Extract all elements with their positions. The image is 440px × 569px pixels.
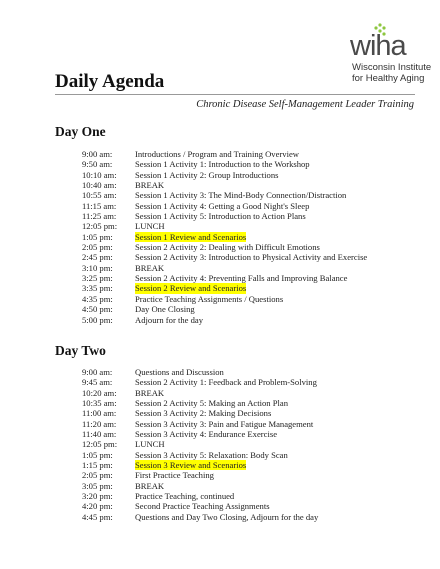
agenda-time bbox=[0, 491, 118, 501]
agenda-time-text: 2:05 pm: bbox=[82, 242, 113, 253]
agenda-row bbox=[0, 263, 440, 273]
agenda-time-text: 4:50 pm: bbox=[82, 304, 113, 315]
agenda-time-text: 11:00 am: bbox=[82, 408, 117, 419]
agenda-activity: BREAK bbox=[135, 387, 165, 398]
agenda-row bbox=[0, 315, 440, 325]
agenda-time bbox=[0, 211, 118, 221]
wiha-logo bbox=[350, 22, 430, 84]
agenda-activity: Session 2 Activity 4: Preventing Falls and Improving Balance bbox=[135, 273, 348, 284]
agenda-activity: Session 1 Activity 2: Group Introductions bbox=[135, 169, 279, 180]
agenda-time bbox=[0, 481, 118, 491]
agenda-time-text: 10:10 am: bbox=[82, 169, 117, 180]
agenda-activity: Session 3 Activity 2: Making Decisions bbox=[135, 408, 272, 419]
agenda-activity: Session 1 Activity 1: Introduction to the Workshop bbox=[135, 159, 310, 170]
agenda-time-text: 11:25 am: bbox=[82, 211, 117, 222]
agenda-row bbox=[0, 388, 440, 398]
agenda-time bbox=[0, 460, 118, 470]
agenda-row bbox=[0, 242, 440, 252]
agenda-row bbox=[0, 491, 440, 501]
agenda-time bbox=[0, 170, 118, 180]
agenda-time-text: 11:40 am: bbox=[82, 429, 117, 440]
agenda-activity: Practice Teaching, continued bbox=[135, 491, 235, 502]
agenda-time-text: 2:45 pm: bbox=[82, 252, 113, 263]
agenda-row bbox=[0, 211, 440, 221]
agenda-row bbox=[0, 460, 440, 470]
agenda-activity: Questions and Day Two Closing, Adjourn for the day bbox=[135, 511, 319, 522]
agenda-time-text: 10:55 am: bbox=[82, 190, 117, 201]
agenda-time bbox=[0, 512, 118, 522]
agenda-row bbox=[0, 377, 440, 387]
agenda-activity: BREAK bbox=[135, 262, 165, 273]
agenda-row bbox=[0, 190, 440, 200]
agenda-time bbox=[0, 201, 118, 211]
agenda-row bbox=[0, 419, 440, 429]
agenda-time bbox=[0, 439, 118, 449]
agenda-time-text: 4:35 pm: bbox=[82, 293, 113, 304]
agenda-row bbox=[0, 273, 440, 283]
agenda-row bbox=[0, 470, 440, 480]
agenda-time bbox=[0, 190, 118, 200]
agenda-time-text: 3:25 pm: bbox=[82, 273, 113, 284]
page-subtitle: Chronic Disease Self-Management Leader Training bbox=[196, 99, 414, 110]
agenda-row bbox=[0, 283, 440, 293]
agenda-time bbox=[0, 242, 118, 252]
agenda-time bbox=[0, 377, 118, 387]
agenda-activity: Session 2 Activity 2: Dealing with Difficult Emotions bbox=[135, 242, 320, 253]
agenda-time-text: 5:00 pm: bbox=[82, 314, 113, 325]
agenda-time bbox=[0, 419, 118, 429]
day-two-heading: Day Two bbox=[55, 343, 106, 358]
agenda-activity: Session 2 Activity 5: Making an Action Plan bbox=[135, 398, 289, 409]
agenda-time bbox=[0, 232, 118, 242]
agenda-time-text: 10:40 am: bbox=[82, 180, 117, 191]
agenda-time bbox=[0, 367, 118, 377]
day-one-heading: Day One bbox=[55, 124, 106, 139]
logo-line-1: Wisconsin Institute bbox=[352, 62, 432, 73]
agenda-time bbox=[0, 408, 118, 418]
title-divider bbox=[55, 94, 415, 95]
agenda-row bbox=[0, 512, 440, 522]
agenda-activity: LUNCH bbox=[135, 221, 165, 232]
agenda-row bbox=[0, 170, 440, 180]
agenda-time-text: 1:05 pm: bbox=[82, 449, 113, 460]
agenda-activity: Second Practice Teaching Assignments bbox=[135, 501, 270, 512]
agenda-time-text: 1:15 pm: bbox=[82, 460, 113, 471]
agenda-activity: Session 1 Activity 4: Getting a Good Night's Sleep bbox=[135, 200, 310, 211]
page-title: Daily Agenda bbox=[55, 71, 165, 92]
agenda-time-text: 9:00 am: bbox=[82, 149, 113, 159]
agenda-time bbox=[0, 263, 118, 273]
agenda-activity: BREAK bbox=[135, 480, 165, 491]
agenda-row bbox=[0, 232, 440, 242]
agenda-time bbox=[0, 252, 118, 262]
agenda-row bbox=[0, 252, 440, 262]
agenda-activity: LUNCH bbox=[135, 439, 165, 450]
logo-line-2: for Healthy Aging bbox=[352, 73, 425, 84]
agenda-time-text: 12:05 pm: bbox=[82, 221, 118, 232]
agenda-activity-highlighted: Session 1 Review and Scenarios bbox=[135, 231, 247, 242]
agenda-row bbox=[0, 294, 440, 304]
agenda-activity-highlighted: Session 2 Review and Scenarios bbox=[135, 283, 247, 294]
agenda-time bbox=[0, 470, 118, 480]
day-two-agenda bbox=[0, 367, 440, 522]
agenda-time bbox=[0, 180, 118, 190]
agenda-activity: Session 2 Activity 1: Feedback and Problem-Solving bbox=[135, 377, 317, 388]
agenda-row bbox=[0, 201, 440, 211]
agenda-time-text: 9:00 am: bbox=[82, 367, 113, 377]
agenda-row bbox=[0, 159, 440, 169]
agenda-time-text: 2:05 pm: bbox=[82, 470, 113, 481]
agenda-activity: Day One Closing bbox=[135, 304, 195, 315]
agenda-time-text: 3:20 pm: bbox=[82, 491, 113, 502]
agenda-time bbox=[0, 315, 118, 325]
logo-wordmark: wiha bbox=[350, 30, 406, 62]
agenda-time-text: 3:05 pm: bbox=[82, 480, 113, 491]
agenda-time bbox=[0, 273, 118, 283]
agenda-activity: Session 3 Activity 5: Relaxation: Body Scan bbox=[135, 449, 288, 460]
agenda-time-text: 9:45 am: bbox=[82, 377, 113, 388]
agenda-activity: Introductions / Program and Training Overview bbox=[135, 149, 299, 159]
agenda-time bbox=[0, 501, 118, 511]
agenda-time-text: 3:35 pm: bbox=[82, 283, 113, 294]
agenda-row bbox=[0, 439, 440, 449]
agenda-row bbox=[0, 180, 440, 190]
agenda-time-text: 10:20 am: bbox=[82, 387, 117, 398]
agenda-row bbox=[0, 304, 440, 314]
agenda-activity: First Practice Teaching bbox=[135, 470, 214, 481]
agenda-time bbox=[0, 159, 118, 169]
agenda-time-text: 4:45 pm: bbox=[82, 511, 113, 522]
agenda-time bbox=[0, 304, 118, 314]
agenda-activity: Session 2 Activity 3: Introduction to Physical Activity and Exercise bbox=[135, 252, 368, 263]
agenda-row bbox=[0, 429, 440, 439]
agenda-activity: Practice Teaching Assignments / Questions bbox=[135, 293, 284, 304]
agenda-activity: Session 1 Activity 5: Introduction to Action Plans bbox=[135, 211, 306, 222]
agenda-time-text: 9:50 am: bbox=[82, 159, 113, 170]
agenda-row bbox=[0, 221, 440, 231]
agenda-time-text: 12:05 pm: bbox=[82, 439, 118, 450]
agenda-row bbox=[0, 481, 440, 491]
agenda-time bbox=[0, 294, 118, 304]
agenda-activity-highlighted: Session 3 Review and Scenarios bbox=[135, 460, 247, 471]
agenda-activity: Session 3 Activity 3: Pain and Fatigue Management bbox=[135, 418, 314, 429]
agenda-time bbox=[0, 283, 118, 293]
agenda-activity: Session 3 Activity 4: Endurance Exercise bbox=[135, 429, 278, 440]
day-one-agenda bbox=[0, 149, 440, 325]
agenda-activity: BREAK bbox=[135, 180, 165, 191]
agenda-time bbox=[0, 398, 118, 408]
agenda-row bbox=[0, 501, 440, 511]
agenda-time bbox=[0, 221, 118, 231]
agenda-time bbox=[0, 450, 118, 460]
agenda-time-text: 10:35 am: bbox=[82, 398, 117, 409]
agenda-time bbox=[0, 149, 118, 159]
agenda-time-text: 4:20 pm: bbox=[82, 501, 113, 512]
agenda-activity: Adjourn for the day bbox=[135, 314, 204, 325]
agenda-activity: Session 1 Activity 3: The Mind-Body Connection/Distraction bbox=[135, 190, 347, 201]
agenda-activity: Questions and Discussion bbox=[135, 367, 224, 377]
agenda-time-text: 11:15 am: bbox=[82, 200, 117, 211]
agenda-row bbox=[0, 398, 440, 408]
agenda-time bbox=[0, 429, 118, 439]
agenda-row bbox=[0, 367, 440, 377]
agenda-row bbox=[0, 450, 440, 460]
agenda-time bbox=[0, 388, 118, 398]
agenda-row bbox=[0, 149, 440, 159]
agenda-time-text: 11:20 am: bbox=[82, 418, 117, 429]
agenda-row bbox=[0, 408, 440, 418]
agenda-time-text: 3:10 pm: bbox=[82, 262, 113, 273]
agenda-time-text: 1:05 pm: bbox=[82, 231, 113, 242]
